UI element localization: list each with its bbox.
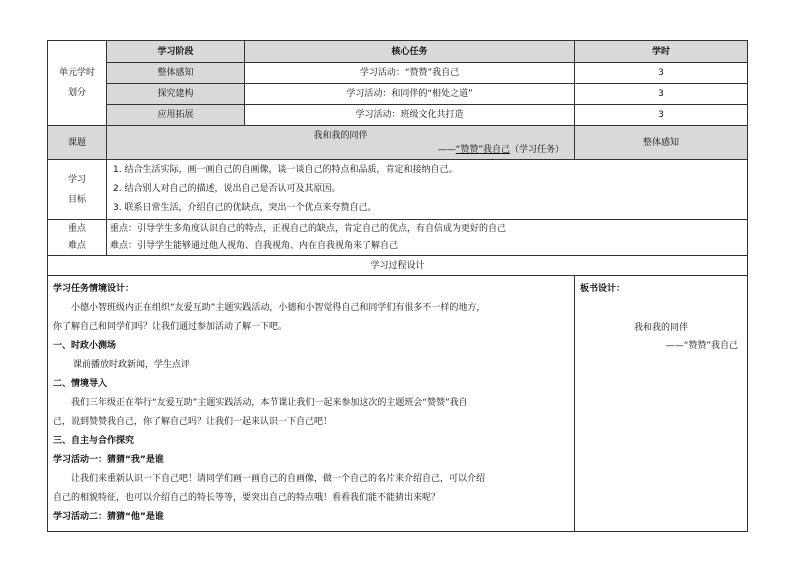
goal-item: 2. 结合别人对自己的描述，说出自己是否认可及其原因。: [113, 184, 341, 194]
topic-label: 课题: [48, 126, 107, 160]
topic-subtitle: ——“赞赞”我自己（学习任务）: [437, 144, 565, 155]
goals-row: [48, 160, 748, 220]
part2-text: 己，说到赞赞我自己，你了解自己吗？让我们一起来认识一下自己吧！: [53, 417, 333, 427]
part3-heading: 三、自主与合作探究: [53, 436, 135, 446]
part1-text: 课前播放时政新闻，学生点评: [73, 360, 191, 370]
goal-item: 3. 联系日常生活，介绍自己的优缺点，突出一个优点来夸赞自己。: [113, 203, 377, 213]
overview-row-label: 单元学时划分: [48, 41, 107, 126]
process-title-row: [48, 256, 748, 276]
process-content-row: [48, 276, 748, 532]
activity1-heading: 学习活动一：猜猜“我”是谁: [53, 455, 164, 465]
topic-cell: [107, 126, 575, 160]
task-cell: 学习活动：班级文化共打造: [245, 105, 575, 126]
goals-cell: [107, 160, 748, 220]
process-content: [48, 276, 575, 532]
overview-row: [48, 105, 748, 126]
goal-item: 1. 结合生活实际，画一画自己的自画像，谈一谈自己的特点和品质，肯定和接纳自己。: [113, 165, 458, 175]
topic-row: [48, 126, 748, 160]
stage-cell: 探究建构: [107, 84, 245, 105]
scenario-heading: 学习任务情境设计：: [53, 284, 135, 294]
hours-cell: 3: [575, 105, 748, 126]
board-design-cell: [575, 276, 748, 532]
overview-row: [48, 84, 748, 105]
lesson-plan-table: [47, 40, 748, 532]
overview-header-row: [48, 41, 748, 63]
board-title: 我和我的同伴: [634, 323, 689, 333]
part2-heading: 二、情境导入: [53, 379, 108, 389]
board-subtitle: ——“赞赞”我自己: [665, 341, 739, 351]
key-point-text: 重点：引导学生多角度认识自己的特点，正视自己的缺点，肯定自己的优点，有自信成为更好的自己: [110, 223, 507, 234]
header-task: 核心任务: [245, 41, 575, 63]
goals-label: 学习 目标: [48, 160, 107, 220]
overview-row: [48, 63, 748, 84]
process-section-title: 学习过程设计: [48, 256, 748, 276]
scenario-text: 你了解自己和同学们吗？让我们通过参加活动了解一下吧。: [53, 322, 288, 332]
header-hours: 学时: [575, 41, 748, 63]
part1-heading: 一、时政小测场: [53, 341, 117, 351]
topic-stage: 整体感知: [575, 126, 748, 160]
header-stage: 学习阶段: [107, 41, 245, 63]
part2-text: 我们三年级正在举行“友爱互助”主题实践活动，本节课让我们一起来参加这次的主题班会“赞赞”我自: [71, 398, 468, 408]
activity1-text: 自己的相貌特征，也可以介绍自己的特长等等，要突出自己的特点哦！看看我们能不能猜出来呢？: [53, 493, 441, 503]
difficult-point-text: 难点：引导学生能够通过他人视角、自我视角、内在自我视角来了解自己: [110, 240, 399, 251]
key-points-label: 重点 难点: [48, 220, 107, 256]
stage-cell: 整体感知: [107, 63, 245, 84]
stage-cell: 应用拓展: [107, 105, 245, 126]
task-cell: 学习活动：“赞赞”我自己: [245, 63, 575, 84]
key-points-cell: [107, 220, 748, 256]
hours-cell: 3: [575, 84, 748, 105]
scenario-text: 小德小智班级内正在组织“友爱互助”主题实践活动，小德和小智觉得自己和同学们有很多不一样的地方，: [71, 303, 486, 313]
activity2-heading: 学习活动二：猜猜“他”是谁: [53, 512, 164, 522]
key-points-row: [48, 220, 748, 256]
board-heading: 板书设计：: [580, 284, 626, 294]
task-cell: 学习活动：和同伴的“相处之道”: [245, 84, 575, 105]
topic-title: 我和我的同伴: [313, 130, 368, 141]
activity1-text: 让我们来重新认识一下自己吧！请同学们画一画自己的自画像，做一个自己的名片来介绍自己，可以介绍: [71, 474, 486, 484]
hours-cell: 3: [575, 63, 748, 84]
